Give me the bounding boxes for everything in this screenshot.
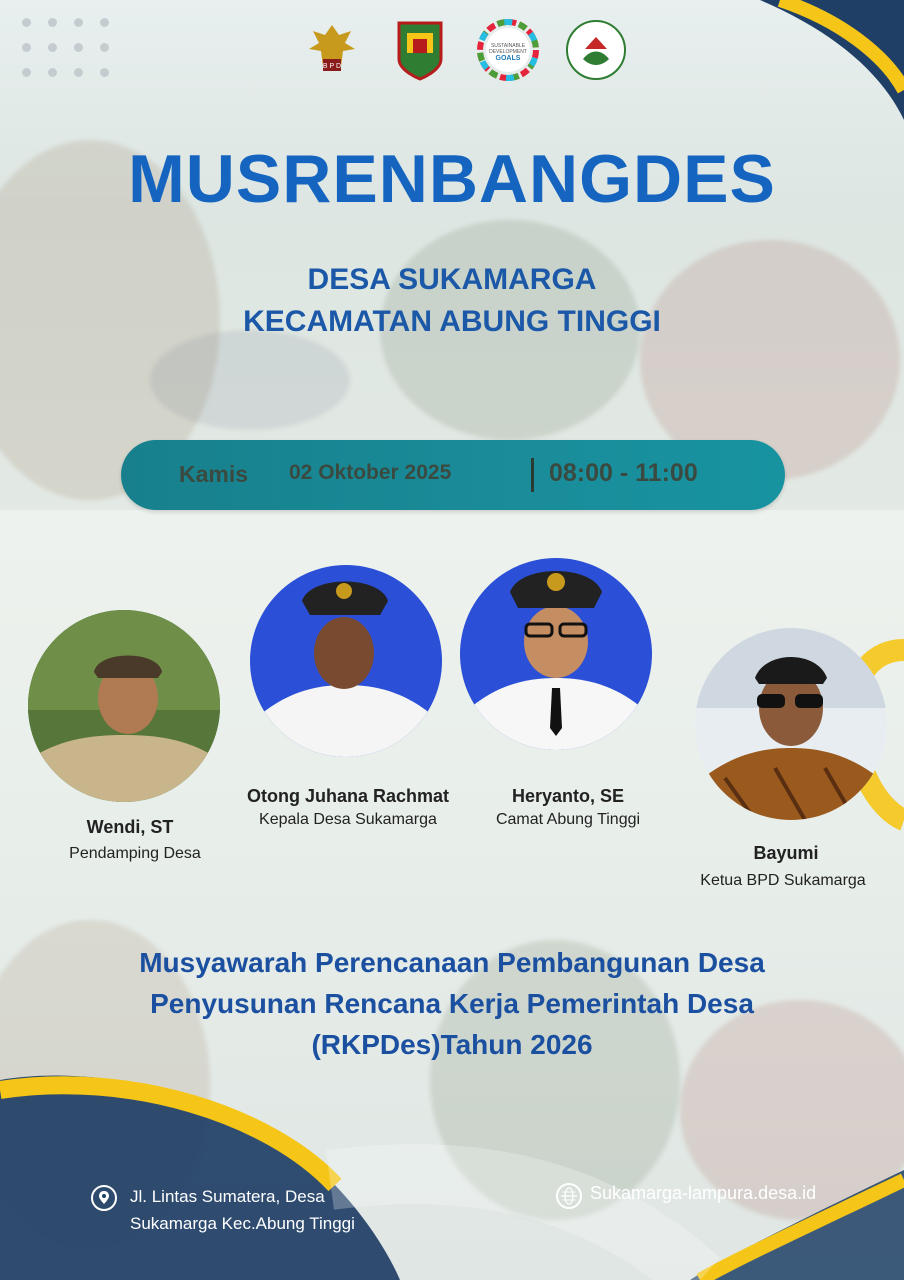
schedule-day: Kamis [179,461,249,487]
speaker-name-otong: Otong Juhana Rachmat [246,786,450,806]
speaker-name-wendi: Wendi, ST [86,817,174,837]
svg-text:DEVELOPMENT: DEVELOPMENT [489,49,527,55]
speaker-photo-otong [250,565,442,757]
speaker-photo-wendi [28,610,220,802]
speaker-role-otong: Kepala Desa Sukamarga [259,811,437,828]
speaker-photo-bayumi [695,628,887,820]
description-line-3: (RKPDes)Tahun 2026 [311,1029,593,1060]
address [130,1183,355,1237]
garuda-bpd-logo [300,18,364,82]
page-title: MUSRENBANGDES [128,141,776,217]
speaker-role-heryanto: Camat Abung Tinggi [495,811,641,828]
globe-icon [556,1183,582,1209]
address-line-2: Sukamarga Kec.Abung Tinggi [130,1214,355,1233]
schedule-time: 08:00 - 11:00 [549,459,698,487]
kemendesa-logo [564,18,628,82]
speaker-role-wendi: Pendamping Desa [69,845,201,862]
description-line-1: Musyawarah Perencanaan Pembangunan Desa [139,947,765,978]
schedule-date: 02 Oktober 2025 [289,461,452,484]
schedule-divider [531,458,534,492]
svg-text:GOALS: GOALS [495,55,521,62]
description-line-2: Penyusunan Rencana Kerja Pemerintah Desa [150,988,754,1019]
location-pin-icon [91,1185,117,1211]
decor-dots [22,18,110,77]
schedule-bar [121,440,785,510]
subtitle-village: DESA SUKAMARGA [307,263,597,296]
speaker-photo-heryanto [460,558,652,750]
sdgs-logo [476,18,540,82]
speaker-name-heryanto: Heryanto, SE [511,786,625,806]
svg-text:SUSTAINABLE: SUSTAINABLE [490,43,526,49]
lampung-utara-logo [388,18,452,82]
subtitle-district: KECAMATAN ABUNG TINGGI [243,305,661,338]
speaker-role-bayumi: Ketua BPD Sukamarga [700,872,866,889]
event-description [0,942,904,1065]
svg-text:B P D: B P D [322,63,342,70]
speaker-name-bayumi: Bayumi [753,843,819,863]
website-link[interactable]: Sukamarga-lampura.desa.id [590,1183,817,1203]
logo-row [300,18,628,82]
address-line-1: Jl. Lintas Sumatera, Desa [130,1187,325,1206]
